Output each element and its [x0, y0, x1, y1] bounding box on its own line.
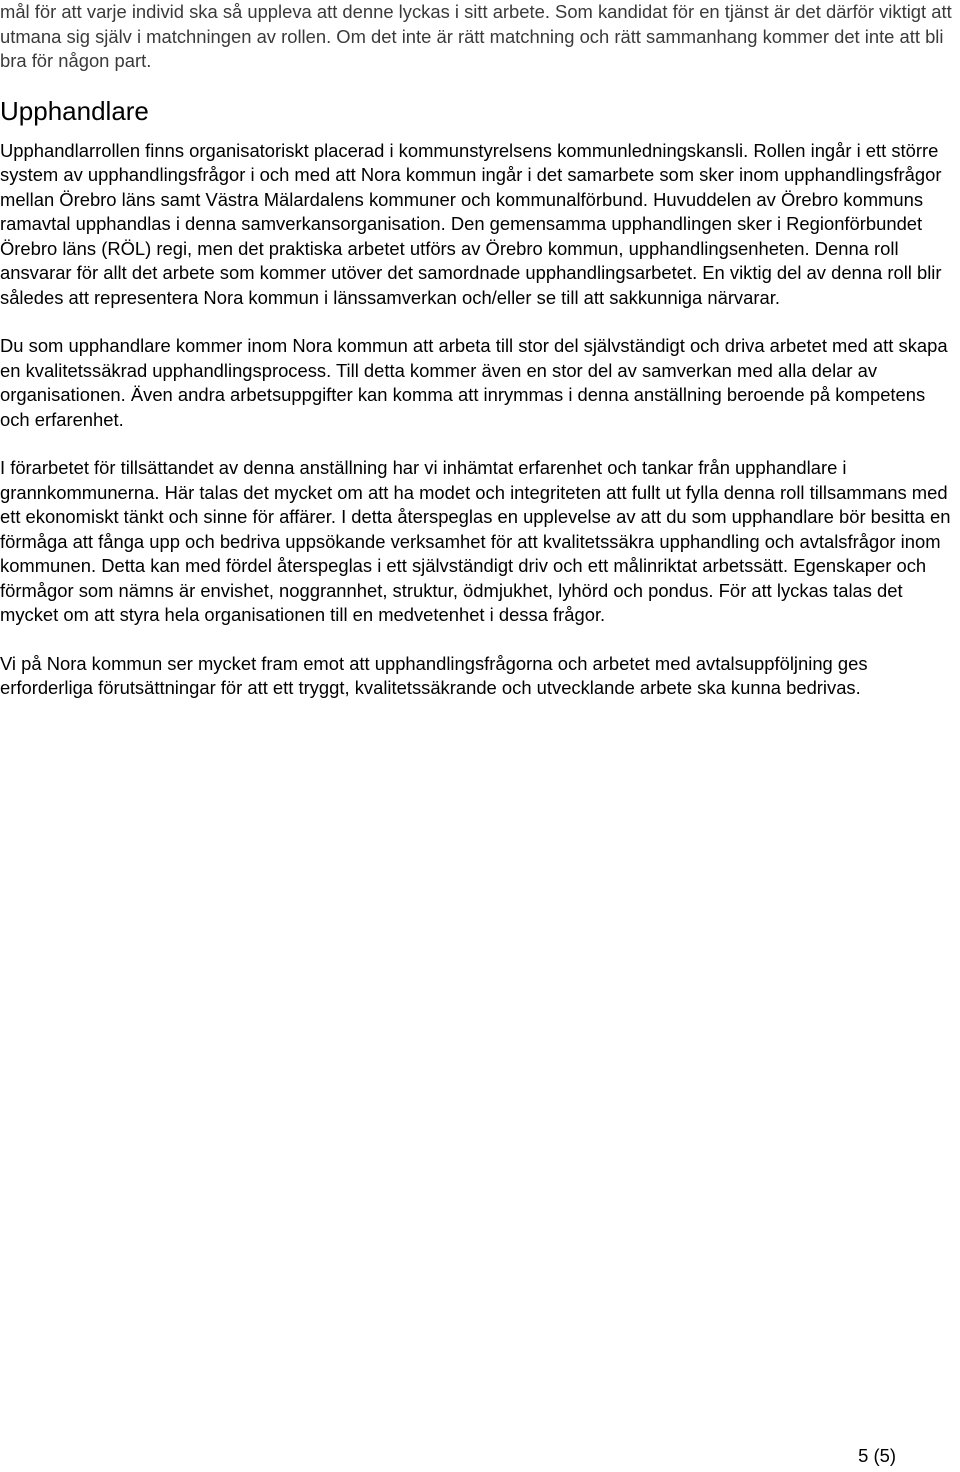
paragraph-responsibilities: Du som upphandlare kommer inom Nora kommun att arbeta till stor del självständigt och driva arbetet med att skapa en kvalitetssäkrad upphandlingsprocess. Till detta kommer även en stor del av samverkan med alla delar av organisationen. Även andra arbetsuppgifter kan komma att inrymmas i denna anställning beroende på kompetens och erfarenhet. [0, 335, 948, 430]
document-content [0, 0, 958, 701]
section-heading: Upphandlare [0, 95, 149, 126]
paragraph-preparation: I förarbetet för tillsättandet av denna anställning har vi inhämtat erfarenhet och tankar från upphandlare i grannkommunerna. Här talas det mycket om att ha modet och integriteten att fullt ut fylla denna roll tillsammans med ett ekonomiskt tänkt och sinne för affärer. I detta återspeglas en upplevelse av att du som upphandlare bör besitta en förmåga att fånga upp och bedriva uppsökande verksamhet för att kvalitetssäkra upphandling och avtalsfrågor inom kommunen. Detta kan med fördel återspeglas i ett självständigt driv och ett målinriktat arbetssätt. Egenskaper och förmågor som nämns är envishet, noggrannhet, struktur, ödmjukhet, lyhörd och pondus. För att lyckas talas det mycket om att styra hela organisationen till en medvetenhet i dessa frågor. [0, 457, 951, 625]
paragraph-role-description: Upphandlarrollen finns organisatoriskt placerad i kommunstyrelsens kommunledningskansli. Rollen ingår i ett större system av upphandlingsfrågor i och med att Nora kommun ingår i det samarbete som sker inom upphandlingsfrågor mellan Örebro läns samt Västra Mälardalens kommuner och kommunalförbund. Huvuddelen av Örebro kommuns ramavtal upphandlas i denna samverkansorganisation. Den gemensamma upphandlingen sker i Regionförbundet Örebro läns (RÖL) regi, men det praktiska arbetet utförs av Örebro kommun, upphandlingsenheten. Denna roll ansvarar för allt det arbete som kommer utöver det samordnade upphandlingsarbetet. En viktig del av denna roll blir således att representera Nora kommun i länssamverkan och/eller se till att sakkunniga närvarar. [0, 139, 942, 308]
page-number: 5 (5) [858, 1445, 896, 1466]
paragraph-closing: Vi på Nora kommun ser mycket fram emot att upphandlingsfrågorna och arbetet med avtalsuppföljning ges erforderliga förutsättningar för att ett tryggt, kvalitetssäkrande och utvecklande arbete ska kunna bedrivas. [0, 652, 868, 698]
intro-paragraph: mål för att varje individ ska så uppleva att denne lyckas i sitt arbete. Som kandidat för en tjänst är det därför viktigt att utmana sig själv i matchningen av rollen. Om det inte är rätt matchning och rätt sammanhang kommer det inte att bli bra för någon part. [0, 1, 952, 71]
